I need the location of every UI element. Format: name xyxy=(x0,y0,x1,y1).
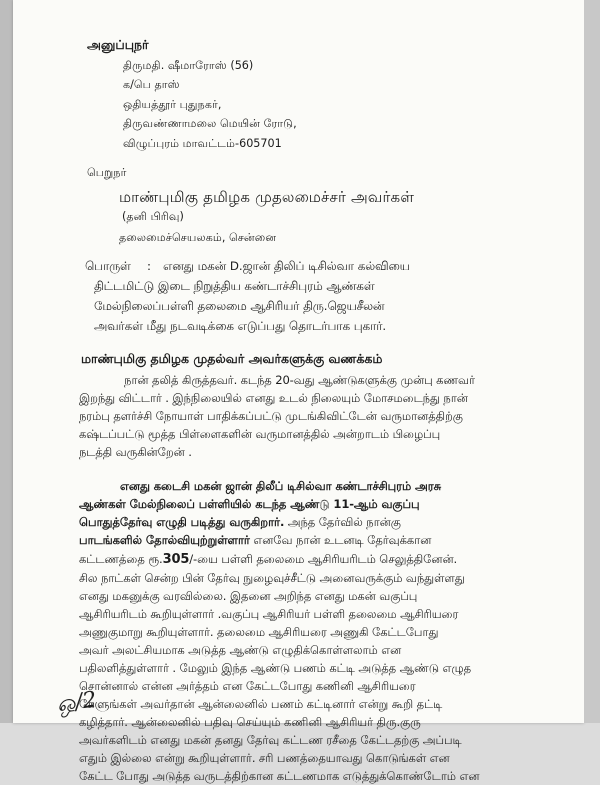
subject-line: எனது மகன் D.ஜான் திலிப் டிசில்வா கல்வியை xyxy=(163,259,410,273)
paragraph-line: அவர் அலட்சியமாக அடுத்த ஆண்டு எழுதிக்கொள்ளலாம் என xyxy=(79,643,402,657)
paragraph-line: நான் தலித் கிருத்தவர். கடந்த 20-வது ஆண்டுகளுக்கு முன்பு கணவர் xyxy=(124,373,475,387)
plain-text: எனவே நான் உடனடி தேர்வுக்கான xyxy=(249,533,432,547)
paragraph-line xyxy=(120,479,441,495)
subject-line: திட்டமிட்டு இடை நிறுத்திய கண்டாச்சிபுரம் ஆண்கள் xyxy=(94,279,375,293)
paragraph-line xyxy=(79,515,401,531)
sender-locality: ஒதியத்தூர் புதுநகர், xyxy=(123,98,222,111)
sender-heading: அனுப்புநர் xyxy=(87,37,149,52)
recipient-title: மாண்புமிகு தமிழக முதலமைச்சர் அவர்கள் xyxy=(119,188,415,206)
paragraph-line: அவர்களிடம் எனது மகன் தனது தேர்வு கட்டண ரசீதை கேட்டதற்கு அப்படி xyxy=(79,733,462,747)
sender-road: திருவண்ணாமலை மெயின் ரோடு, xyxy=(123,117,297,130)
paragraph-line: பதிலளித்துள்ளார் . மேலும் இந்த ஆண்டு பணம் கட்டி அடுத்த ஆண்டு எழுத xyxy=(79,661,471,675)
paragraph-line: சில நாட்கள் சென்ற பின் தேர்வு நுழைவுச்சீட்டு அனைவருக்கும் வந்துள்ளது xyxy=(79,571,465,585)
scan-right-edge xyxy=(584,0,600,723)
paragraph-line: இறந்து விட்டார் . இந்நிலையில் எனது உடல் நிலையும் மோசமடைந்து நான் xyxy=(79,391,468,405)
paragraph-line: எனது மகனுக்கு வரவில்லை. இதனை அறிந்த எனது மகன் வகுப்பு xyxy=(79,589,418,603)
paragraph-line: சொன்னால் என்ன அர்த்தம் என கேட்டபோது கணினி ஆசிரியரை xyxy=(79,679,416,693)
paragraph-line xyxy=(79,533,431,549)
paragraph-line xyxy=(79,497,419,513)
scan-left-edge xyxy=(0,0,13,723)
paragraph-line: நரம்பு தளர்ச்சி நோயாள் பாதிக்கப்பட்டு முடங்கிவிட்டேன் வருமானத்திற்கு xyxy=(79,409,463,423)
sender-name: திருமதி. ஷீமாரோஸ் (56) xyxy=(123,59,254,72)
paragraph-line: ஆசிரியரிடம் கூறியுள்ளார் .வகுப்பு ஆசிரியர் பள்ளி தலைமை ஆசிரியரை xyxy=(79,607,459,621)
amount-text: 305 xyxy=(162,552,190,567)
plain-text: அந்த தேர்வில் நான்கு xyxy=(284,515,401,529)
recipient-cell: (தனி பிரிவு) xyxy=(122,210,184,223)
sender-district: விழுப்புரம் மாவட்டம்-605701 xyxy=(123,137,282,150)
paragraph-line: கேளுங்கள் அவர்தான் ஆன்லைனில் பணம் கட்டினார் என்று கூறி தட்டி xyxy=(79,697,443,711)
subject-separator: : xyxy=(147,259,151,273)
recipient-heading: பெறுநர் xyxy=(87,166,127,179)
bold-text: பொதுத்தேர்வு எழுதி படித்து வருகிறார். xyxy=(79,515,285,529)
paragraph-line: நடத்தி வருகின்றேன் . xyxy=(79,445,192,459)
salutation: மாண்புமிகு தமிழக முதல்வர் அவர்களுக்கு வணக்கம் xyxy=(81,351,383,366)
bold-text: பாடங்களில் தோல்வியுற்றுள்ளார் xyxy=(79,533,250,547)
bold-text: எனது கடைசி மகன் ஜான் திலீப் டிசில்வா கண்டாச்சிபுரம் அரசு xyxy=(120,479,442,493)
paragraph-line: கழித்தார். ஆன்லைனில் பதிவு செய்யும் கணினி ஆசிரியர் திரு.குரு xyxy=(79,715,421,729)
paragraph-line: கஷ்டப்பட்டு மூத்த பிள்ளைகளின் வருமானத்தில் அன்றாடம் பிழைப்பு xyxy=(79,427,441,441)
subject-line: மேல்நிலைப்பள்ளி தலைமை ஆசிரியர் திரு.ஜெயசீலன் xyxy=(94,299,385,313)
paragraph-line: கேட்ட போது அடுத்த வருடத்திற்கான கட்டணமாக எடுத்துக்கொண்டோம் என xyxy=(79,769,480,783)
sender-care-of: க/பெ தாஸ் xyxy=(123,78,180,91)
plain-text: கட்டணத்தை ரூ. xyxy=(79,552,163,566)
subject-line: அவர்கள் மீது நடவடிக்கை எடுப்பது தொடர்பாக புகார். xyxy=(94,319,387,333)
paragraph-line: அணுகுமாறு கூறியுள்ளார். தலைமை ஆசிரியரை அணுகி கேட்டபோது xyxy=(79,625,439,639)
subject-label: பொருள் xyxy=(85,259,131,273)
paragraph-line: எதும் இல்லை என்று கூறியுள்ளார். சரி பணத்தையாவது கொடுங்கள் என xyxy=(79,751,450,765)
bold-text: ஆண்கள் மேல்நிலைப் பள்ளியில் கடந்த ஆண்டு 11-ஆம் வகுப்பு xyxy=(79,497,420,511)
plain-text: /-யை பள்ளி தலைமை ஆசிரியரிடம் செலுத்தினேன். xyxy=(189,552,458,566)
recipient-office: தலைமைச்செயலகம், சென்னை xyxy=(119,231,277,244)
letter-page xyxy=(13,0,584,783)
page-mark: ஒ/2 xyxy=(55,687,99,718)
paragraph-line xyxy=(79,552,457,568)
